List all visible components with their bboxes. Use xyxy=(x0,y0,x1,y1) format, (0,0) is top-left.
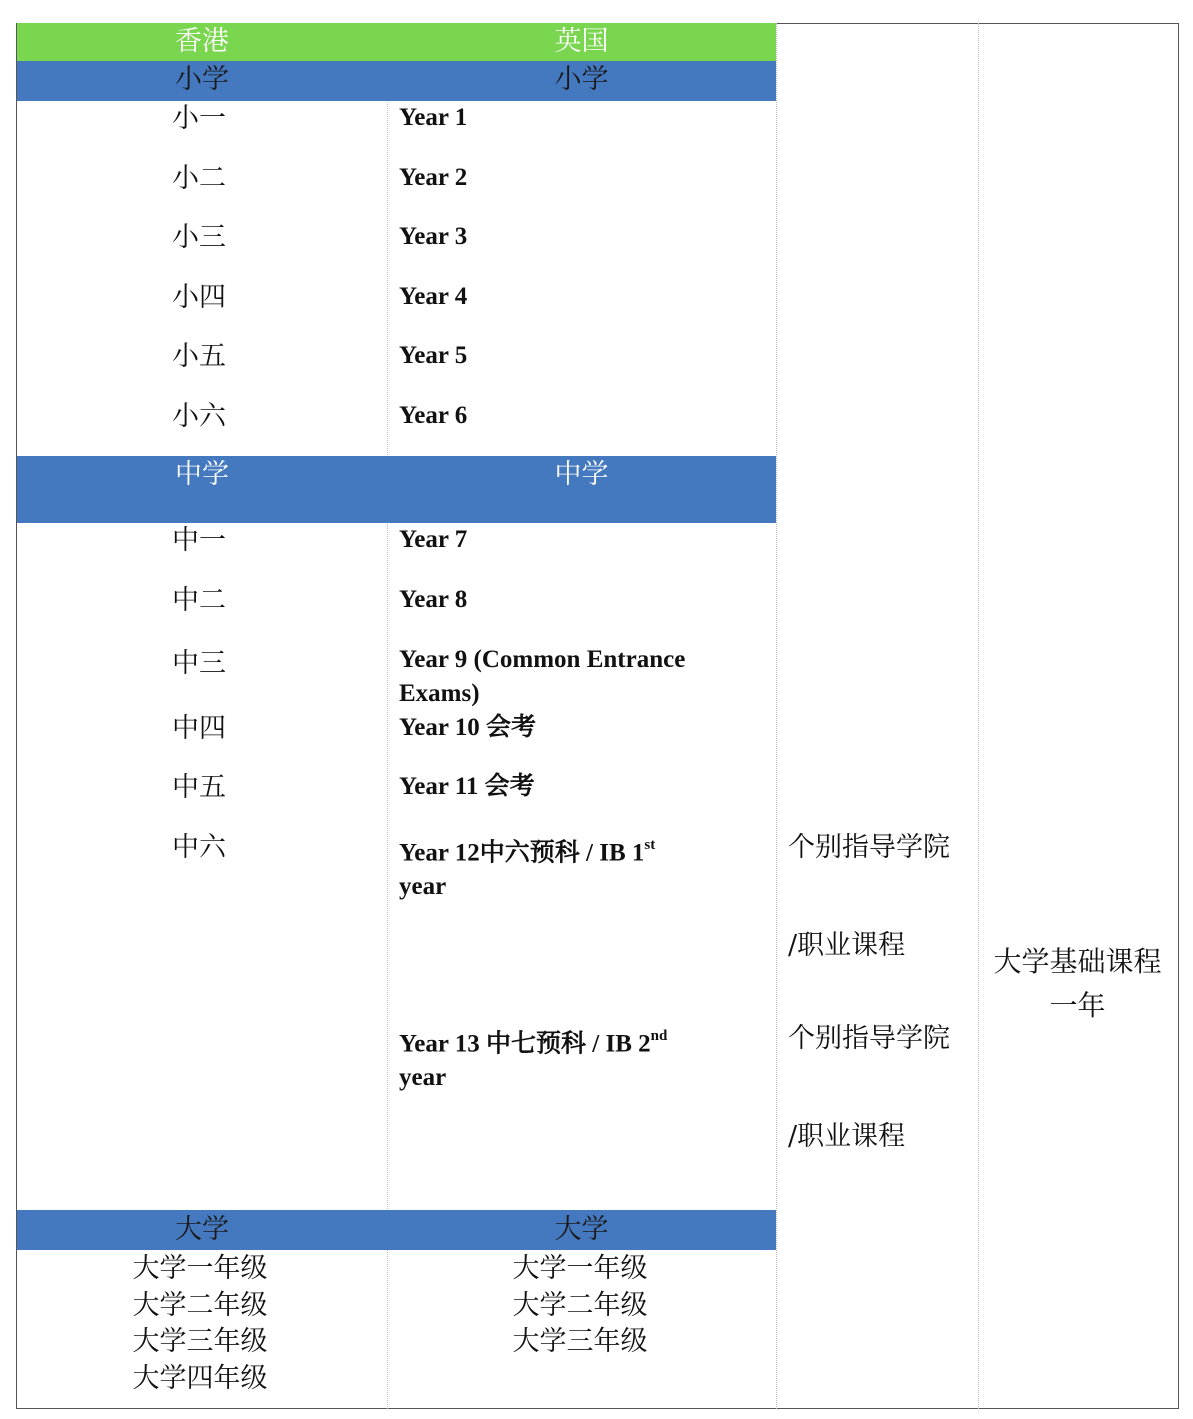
year13-cell xyxy=(399,1021,759,1095)
secondary-row-uk: Year 8 xyxy=(399,586,468,613)
primary-row-uk: Year 4 xyxy=(399,283,468,310)
header-uk: 英国 xyxy=(554,26,609,57)
secondary-row-hk: 中四 xyxy=(172,713,226,744)
secondary-row-uk: Year 7 xyxy=(399,526,468,553)
primary-band-uk: 小学 xyxy=(554,64,609,95)
primary-row-hk: 小三 xyxy=(172,222,226,253)
header-hk: 香港 xyxy=(175,26,229,57)
university-uk-item: 大学二年级 xyxy=(512,1290,648,1321)
secondary-row-uk: Year 9 (Common Entrance Exams) xyxy=(399,646,686,707)
column-divider xyxy=(387,23,388,1409)
secondary-row-hk: 中三 xyxy=(172,648,226,679)
university-uk-item: 大学三年级 xyxy=(512,1326,648,1357)
column-divider xyxy=(978,23,979,1409)
primary-row-hk: 小六 xyxy=(172,401,226,432)
primary-band-hk: 小学 xyxy=(175,64,229,95)
university-hk-item: 大学四年级 xyxy=(132,1363,268,1394)
year12-tail: year xyxy=(399,873,447,901)
primary-row-hk: 小二 xyxy=(172,163,226,194)
primary-row-hk: 小五 xyxy=(172,341,226,372)
year13-sup: nd xyxy=(650,1028,668,1044)
primary-row-uk: Year 5 xyxy=(399,342,468,369)
year13-tail: year xyxy=(399,1064,447,1092)
alt-path-1-line2: /职业课程 xyxy=(788,930,906,961)
primary-row-uk: Year 3 xyxy=(399,223,468,250)
secondary-band-hk: 中学 xyxy=(175,459,229,490)
university-hk-item: 大学一年级 xyxy=(132,1253,268,1284)
year12-sup: st xyxy=(644,837,656,853)
year12-cell xyxy=(399,830,759,904)
year13-text: Year 13 中七预科 / IB 2 xyxy=(399,1030,651,1058)
university-uk-item: 大学一年级 xyxy=(512,1253,648,1284)
alt-path-2-line2: /职业课程 xyxy=(788,1121,906,1152)
primary-row-hk: 小四 xyxy=(172,282,226,313)
university-hk-item: 大学二年级 xyxy=(132,1290,268,1321)
secondary-row-hk: 中二 xyxy=(172,585,226,616)
secondary-row-hk: 中一 xyxy=(172,525,226,556)
primary-row-uk: Year 6 xyxy=(399,402,468,429)
column-divider xyxy=(776,23,777,1409)
primary-row-hk: 小一 xyxy=(172,103,226,134)
university-band-hk: 大学 xyxy=(175,1214,229,1245)
secondary-row-uk: Year 11 会考 xyxy=(399,773,535,800)
secondary-row-hk: 中五 xyxy=(172,772,226,803)
primary-row-uk: Year 2 xyxy=(399,164,468,191)
year12-text: Year 12中六预科 / IB 1 xyxy=(399,839,645,867)
foundation-course: 大学基础课程 一年 xyxy=(993,945,1162,1022)
primary-row-uk: Year 1 xyxy=(399,104,468,131)
university-band-uk: 大学 xyxy=(554,1214,609,1245)
alt-path-2-line1: 个别指导学院 xyxy=(788,1023,950,1054)
secondary-row-uk: Year 10 会考 xyxy=(399,714,537,741)
secondary-row-hk: 中六 xyxy=(172,832,226,863)
secondary-band-uk: 中学 xyxy=(554,459,609,490)
alt-path-1-line1: 个别指导学院 xyxy=(788,832,950,863)
university-hk-item: 大学三年级 xyxy=(132,1326,268,1357)
